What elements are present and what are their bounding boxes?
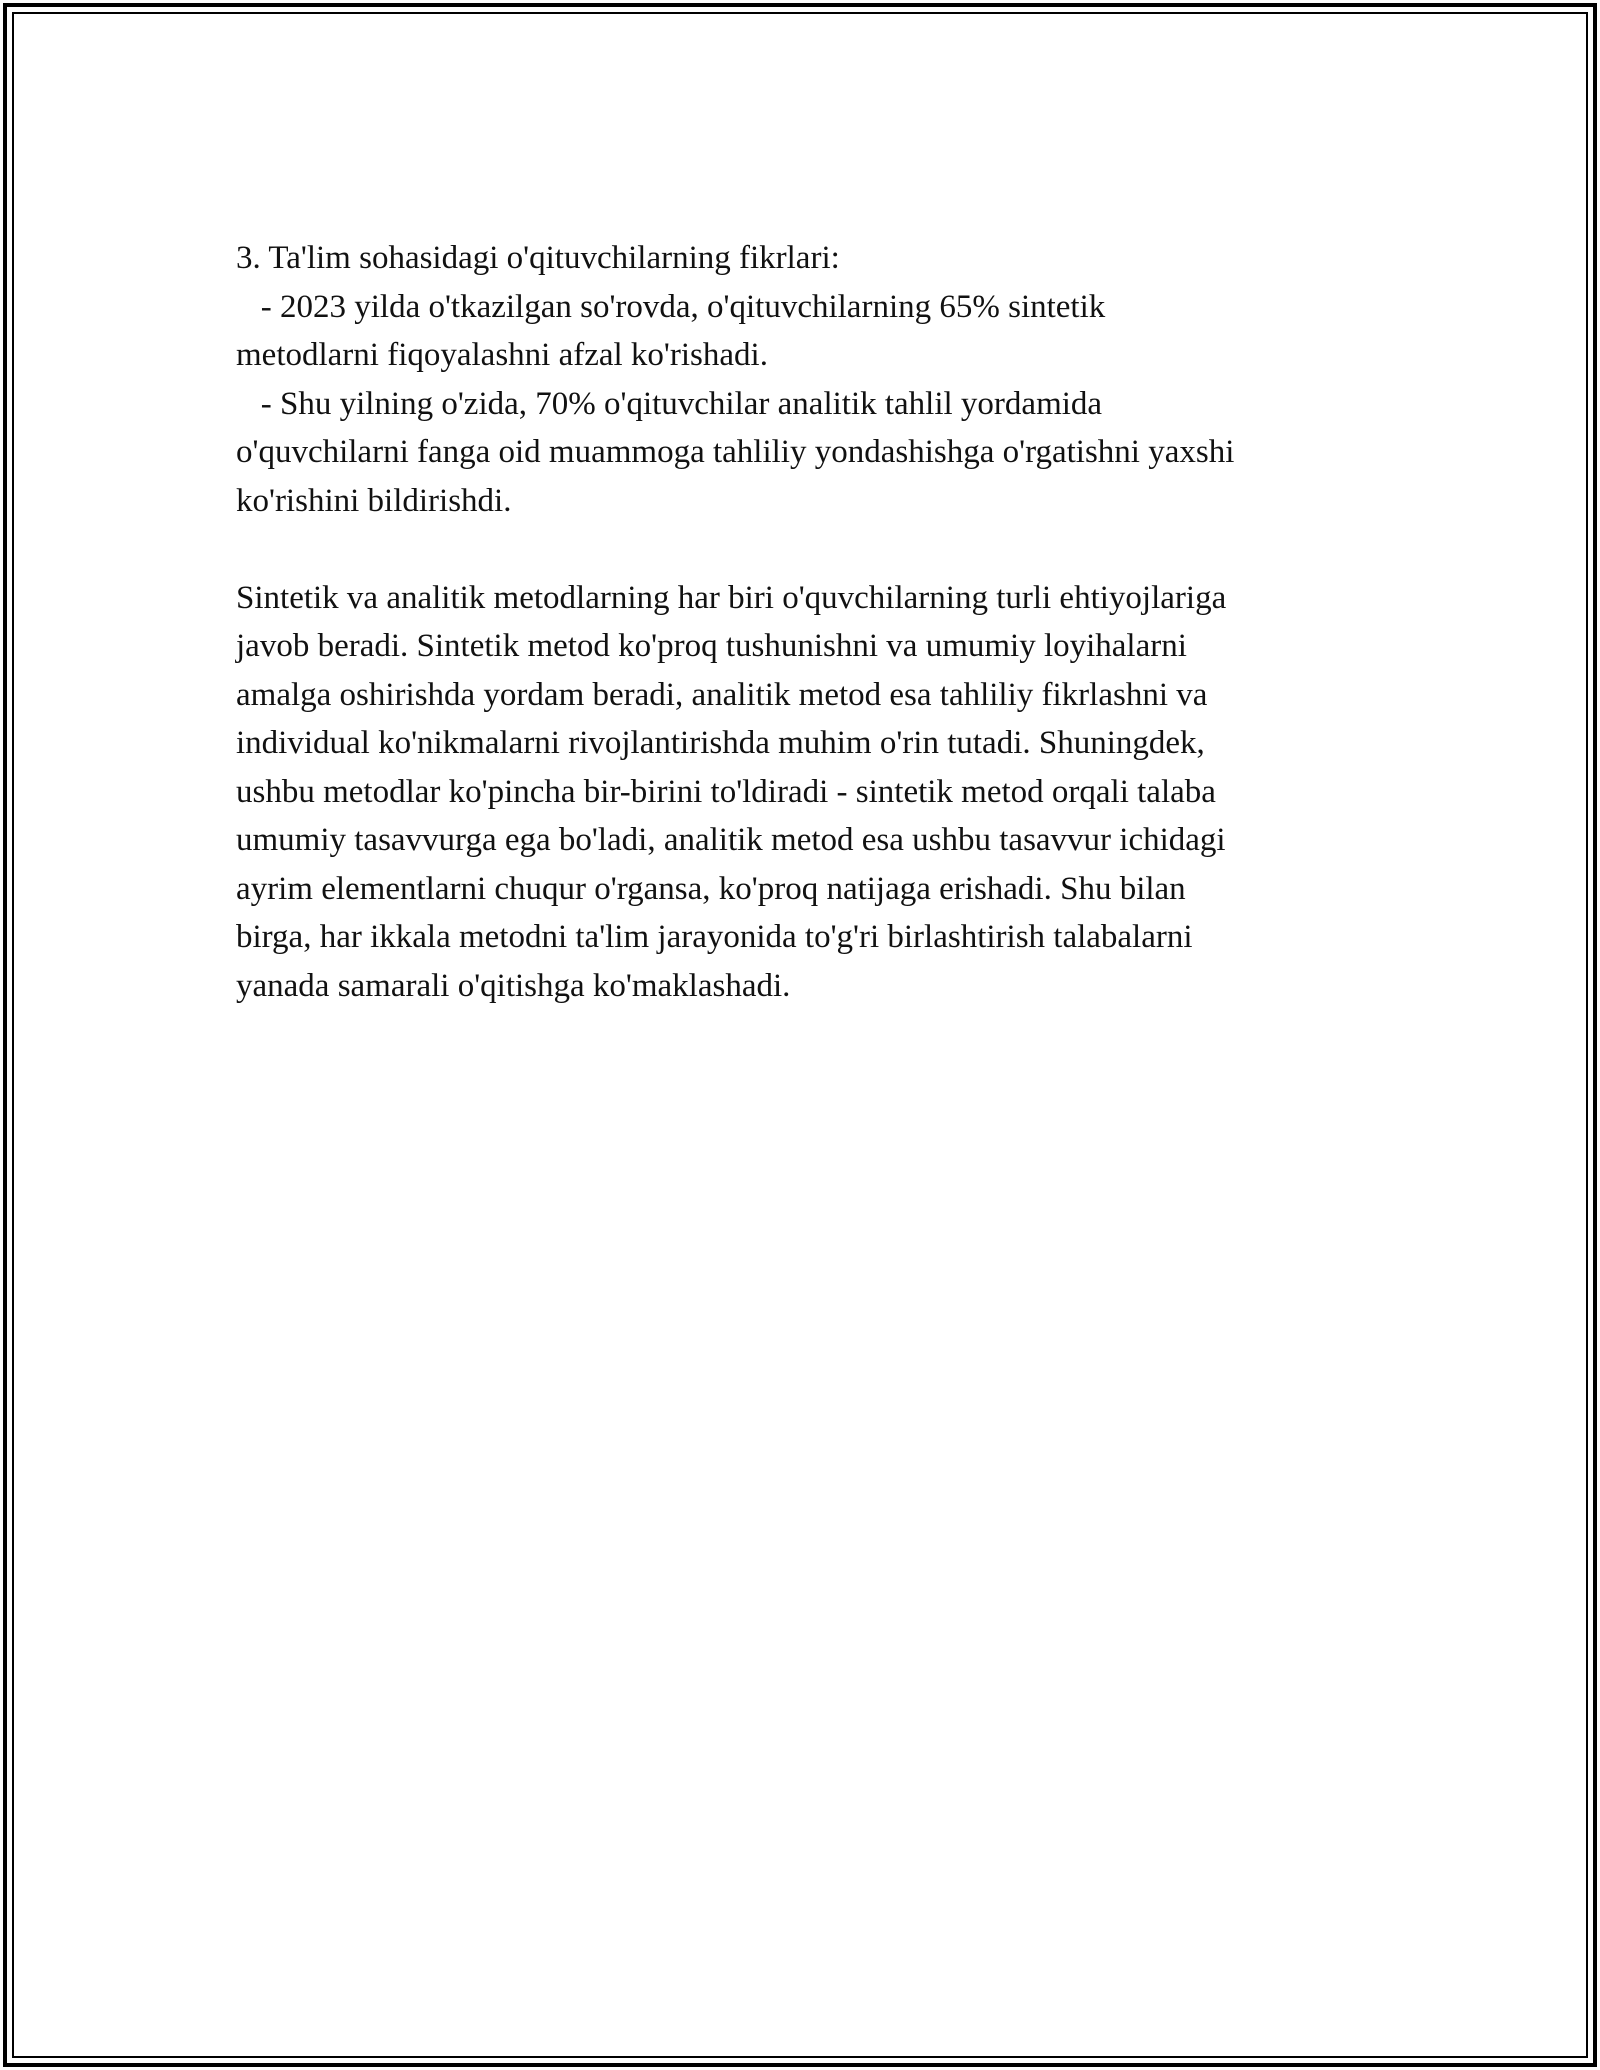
- paragraph-line: umumiy tasavvurga ega bo'ladi, analitik metod esa ushbu tasavvur ichidagi: [236, 822, 1226, 858]
- paragraph-line: individual ko'nikmalarni rivojlantirishda muhim o'rin tutadi. Shuningdek,: [236, 725, 1205, 761]
- paragraph-spacer: [236, 525, 1386, 574]
- conclusion-paragraph: [236, 574, 1386, 1011]
- paragraph-line: amalga oshirishda yordam beradi, analitik metod esa tahliliy fikrlashni va: [236, 676, 1208, 713]
- paragraph-line: Sintetik va analitik metodlarning har biri o'quvchilarning turli ehtiyojlariga: [236, 579, 1227, 616]
- bullet-item: [236, 283, 1386, 380]
- paragraph-line: birga, har ikkala metodni ta'lim jarayonida to'g'ri birlashtirish talabalarni: [236, 919, 1193, 955]
- document-body: [236, 234, 1386, 1010]
- section-teacher-opinions: [236, 234, 1386, 525]
- bullet-item: [236, 380, 1386, 526]
- bullet-line: - 2023 yilda o'tkazilgan so'rovda, o'qituvchilarning 65% sintetik: [236, 288, 1106, 325]
- paragraph-line: ushbu metodlar ko'pincha bir-birini to'ldiradi - sintetik metod orqali talaba: [236, 773, 1216, 810]
- section-heading: 3. Ta'lim sohasidagi o'qituvchilarning fikrlari:: [236, 240, 840, 276]
- bullet-line: o'quvchilarni fanga oid muammoga tahliliy yondashishga o'rgatishni yaxshi: [236, 434, 1235, 470]
- bullet-line: - Shu yilning o'zida, 70% o'qituvchilar analitik tahlil yordamida: [236, 385, 1103, 422]
- paragraph-line: ayrim elementlarni chuqur o'rgansa, ko'proq natijaga erishadi. Shu bilan: [236, 870, 1186, 907]
- paragraph-line: yanada samarali o'qitishga ko'maklashadi.: [236, 967, 791, 1004]
- bullet-line: ko'rishini bildirishdi.: [236, 482, 512, 519]
- paragraph-line: javob beradi. Sintetik metod ko'proq tushunishni va umumiy loyihalarni: [236, 628, 1187, 664]
- bullet-line: metodlarni fiqoyalashni afzal ko'rishadi.: [236, 337, 768, 373]
